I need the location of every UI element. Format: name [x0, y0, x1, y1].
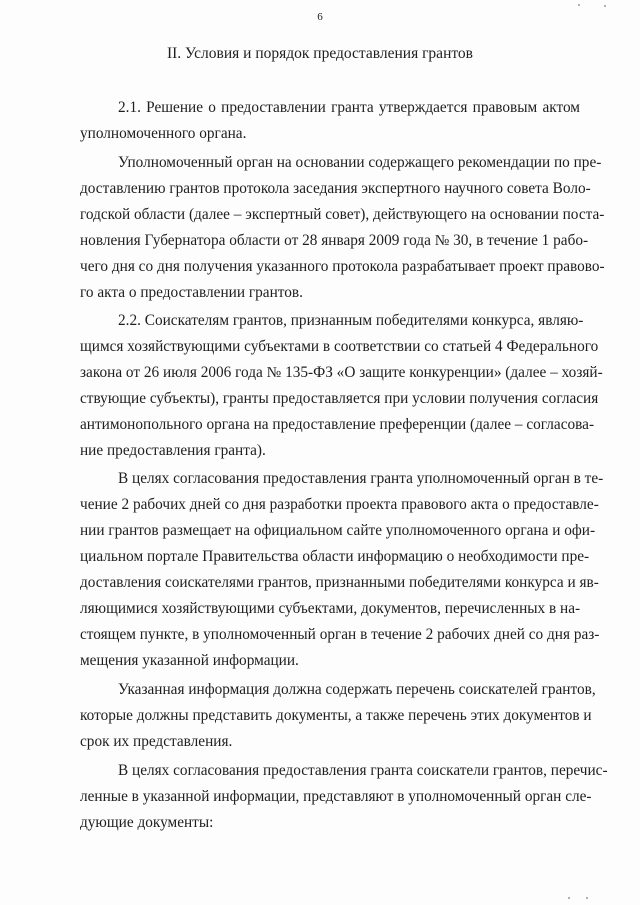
- paragraph-line: Указанная информация должна содержать перечень соискателей грантов,: [118, 681, 596, 698]
- scan-speck: [586, 897, 588, 899]
- paragraph-line: 2.1. Решение о предоставлении гранта утверждается правовым актом: [118, 99, 580, 116]
- scan-speck: [568, 897, 570, 899]
- paragraph-line: В целях согласования предоставления гранта уполномоченный орган в те-: [118, 470, 604, 487]
- paragraph-line: В целях согласования предоставления гранта соискатели грантов, перечис-: [118, 762, 608, 779]
- paragraph-line: мещения указанной информации.: [80, 652, 299, 669]
- scan-speck: [578, 4, 580, 6]
- paragraph-line: уполномоченного органа.: [80, 125, 247, 142]
- paragraph-line: новления Губернатора области от 28 января 2009 года № 30, в течение 1 рабо-: [80, 232, 589, 249]
- paragraph-line: Уполномоченный орган на основании содержащего рекомендации по пре-: [118, 154, 602, 171]
- paragraph-line: ленные в указанной информации, представляют в уполномоченный орган сле-: [80, 788, 592, 805]
- paragraph-line: дующие документы:: [80, 814, 214, 831]
- paragraph-line: чение 2 рабочих дней со дня разработки проекта правового акта о предоставле-: [80, 496, 599, 513]
- page-number: 6: [317, 11, 323, 23]
- paragraph-line: ние предоставления гранта).: [80, 442, 266, 459]
- scan-speck: [604, 5, 606, 7]
- paragraph-line: щимся хозяйствующими субъектами в соответствии со статьей 4 Федерального: [80, 338, 599, 355]
- paragraph-line: доставления соискателями грантов, признанными победителями конкурса и яв-: [80, 574, 599, 591]
- paragraph-line: го акта о предоставлении грантов.: [80, 284, 303, 301]
- paragraph-line: циальном портале Правительства области информацию о необходимости пре-: [80, 548, 590, 565]
- paragraph-line: которые должны представить документы, а также перечень этих документов и: [80, 707, 592, 724]
- paragraph-line: закона от 26 июля 2006 года № 135-ФЗ «О защите конкуренции» (далее – хозяй-: [80, 364, 603, 381]
- paragraph-line: годской области (далее – экспертный совет), действующего на основании поста-: [80, 206, 605, 223]
- paragraph-line: доставлению грантов протокола заседания экспертного научного совета Воло-: [80, 180, 591, 197]
- paragraph-line: 2.2. Соискателям грантов, признанным победителями конкурса, являю-: [118, 312, 584, 329]
- section-heading: II. Условия и порядок предоставления грантов: [166, 45, 473, 62]
- paragraph-line: ляющимися хозяйствующими субъектами, документов, перечисленных в на-: [80, 600, 581, 617]
- paragraph-line: срок их представления.: [80, 733, 233, 750]
- paragraph-line: нии грантов размещает на официальном сайте уполномоченного органа и офи-: [80, 522, 596, 539]
- paragraph-line: ствующие субъекты), гранты предоставляется при условии получения согласия: [80, 390, 599, 407]
- paragraph-line: стоящем пункте, в уполномоченный орган в течение 2 рабочих дней со дня раз-: [80, 626, 600, 643]
- paragraph-line: антимонопольного органа на предоставление преференции (далее – согласова-: [80, 416, 595, 433]
- paragraph-line: чего дня со дня получения указанного протокола разрабатывает проект правово-: [80, 258, 605, 275]
